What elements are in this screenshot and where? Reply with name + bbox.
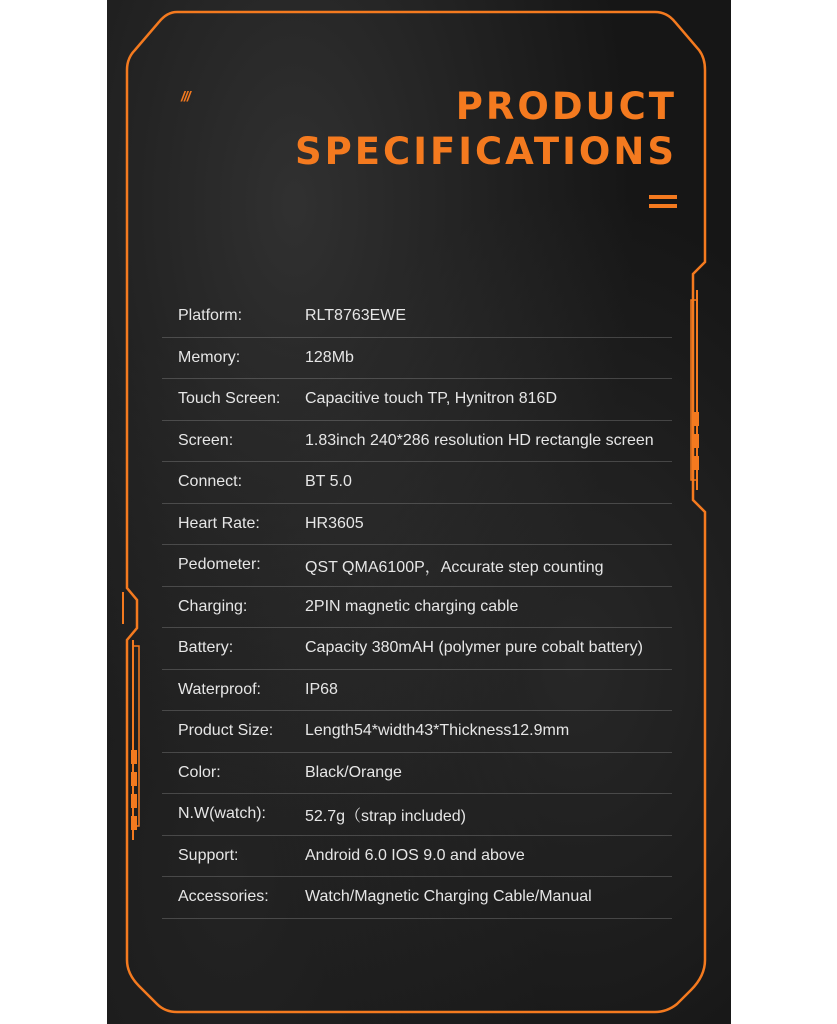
spec-label: Screen:: [178, 431, 234, 449]
page-title: [295, 85, 677, 173]
spec-row-color: [162, 753, 672, 795]
spec-value: QST QMA6100P，Accurate step counting: [305, 558, 604, 576]
title-line-specifications: SPECIFICATIONS: [295, 129, 677, 173]
spec-label: Platform:: [178, 307, 243, 325]
spec-poster: [107, 0, 731, 1024]
spec-value: Capacitive touch TP, Hynitron 816D: [305, 390, 557, 408]
spec-value: Length54*width43*Thickness12.9mm: [305, 722, 570, 740]
spec-label: Charging:: [178, 597, 248, 615]
spec-value: 1.83inch 240*286 resolution HD rectangle screen: [305, 431, 654, 449]
spec-row-support: [162, 836, 672, 878]
spec-label: Pedometer:: [178, 556, 261, 574]
spec-row-net-weight: [162, 794, 672, 836]
spec-value: 128Mb: [305, 348, 354, 366]
spec-label: Waterproof:: [178, 680, 261, 698]
spec-label: Support:: [178, 846, 239, 864]
spec-row-accessories: [162, 877, 672, 919]
spec-row-touch-screen: [162, 379, 672, 421]
spec-label: Battery:: [178, 639, 234, 657]
slashes-decoration: ///: [181, 88, 190, 104]
title-line-product: PRODUCT: [455, 85, 677, 128]
spec-value: RLT8763EWE: [305, 307, 407, 325]
spec-label: Connect:: [178, 473, 243, 491]
spec-table: [162, 296, 672, 919]
spec-row-connect: [162, 462, 672, 504]
spec-label: Product Size:: [178, 722, 274, 740]
spec-label: N.W(watch):: [178, 805, 266, 823]
spec-row-battery: [162, 628, 672, 670]
spec-label: Color:: [178, 763, 221, 781]
spec-row-memory: [162, 338, 672, 380]
spec-row-waterproof: [162, 670, 672, 712]
spec-label: Heart Rate:: [178, 514, 260, 532]
spec-label: Touch Screen:: [178, 390, 281, 408]
spec-row-product-size: [162, 711, 672, 753]
spec-value: 52.7g（strap included): [305, 807, 466, 825]
equals-icon: [649, 195, 677, 209]
spec-value: BT 5.0: [305, 473, 352, 491]
spec-value: IP68: [305, 680, 338, 698]
spec-row-platform: [162, 296, 672, 338]
spec-row-heart-rate: [162, 504, 672, 546]
spec-row-pedometer: [162, 545, 672, 587]
spec-value: 2PIN magnetic charging cable: [305, 597, 519, 615]
spec-value: Black/Orange: [305, 763, 402, 781]
spec-value: Android 6.0 IOS 9.0 and above: [305, 846, 525, 864]
spec-value: Watch/Magnetic Charging Cable/Manual: [305, 888, 592, 906]
spec-row-charging: [162, 587, 672, 629]
spec-value: Capacity 380mAH (polymer pure cobalt battery): [305, 639, 643, 657]
spec-row-screen: [162, 421, 672, 463]
spec-value: HR3605: [305, 514, 364, 532]
spec-label: Memory:: [178, 348, 241, 366]
spec-label: Accessories:: [178, 888, 269, 906]
